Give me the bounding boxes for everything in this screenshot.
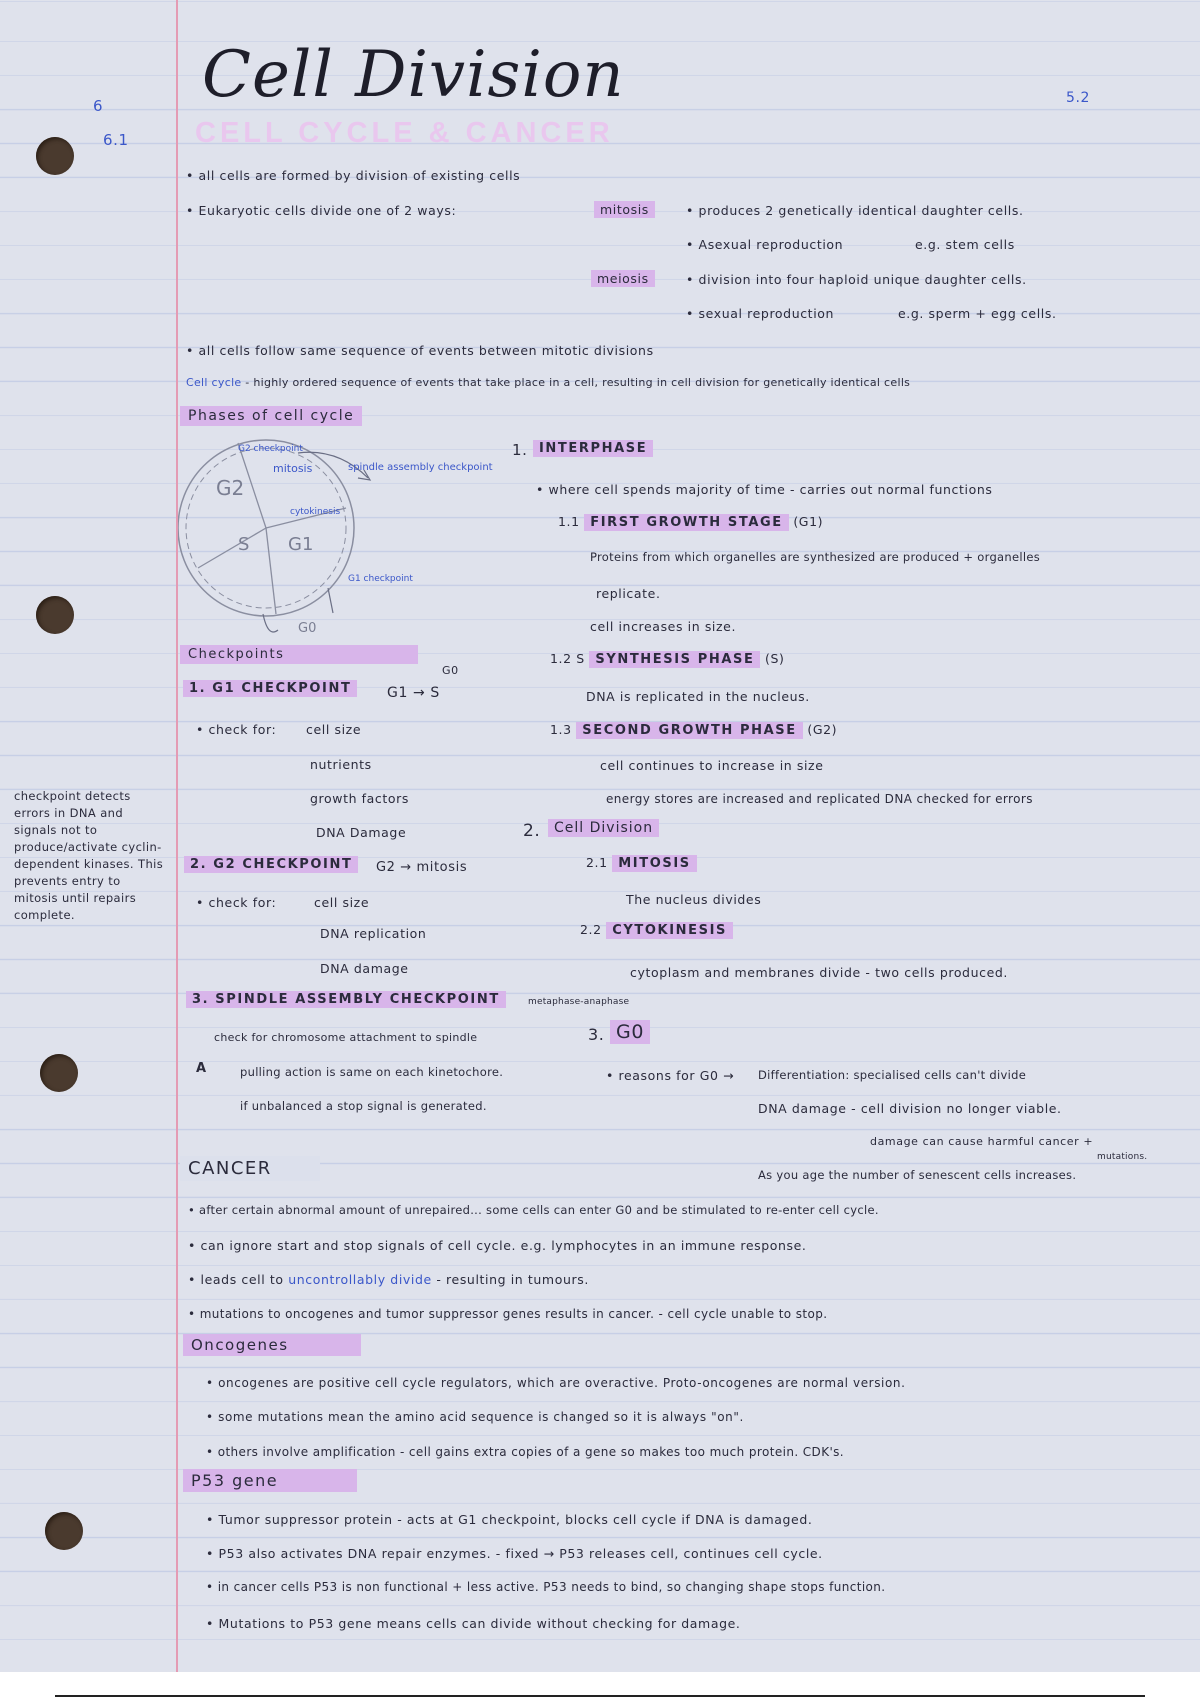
oncogenes-bullet: • others involve amplification - cell gains extra copies of a gene so makes too much protein. CDK's. xyxy=(206,1445,845,1459)
oncogenes-line-1: oncogenes are positive cell cycle regulators, which are overactive. Proto-oncogenes are normal version. xyxy=(218,1376,906,1390)
segment-line-g2-s xyxy=(198,528,266,568)
p53-line-1: Tumor suppressor protein - acts at G1 checkpoint, blocks cell cycle if DNA is damaged. xyxy=(218,1512,813,1527)
mitosis-point-a: The nucleus divides xyxy=(626,892,762,907)
p53-bullet: • Mutations to P53 gene means cells can divide without checking for damage. xyxy=(206,1616,741,1631)
cytokinesis-point-a: cytoplasm and membranes divide - two cells produced. xyxy=(630,965,1008,980)
g1-check-item: growth factors xyxy=(310,791,410,806)
g2-check-for: • check for: xyxy=(196,895,277,910)
cell-cycle-diagram xyxy=(178,418,498,648)
punch-hole xyxy=(40,1054,78,1092)
g0-label: G0 xyxy=(298,621,317,636)
cancer-line-3-end: - resulting in tumours. xyxy=(436,1272,589,1287)
interphase-heading: INTERPHASE xyxy=(533,440,653,457)
g1-checkpoint-arrow xyxy=(328,588,333,613)
g1-point-b: replicate. xyxy=(596,586,661,601)
page-reference: 5.2 xyxy=(1066,90,1091,106)
g0-reason-3a: damage can cause harmful cancer + xyxy=(870,1135,1094,1148)
g1-checkpoint-label: G1 checkpoint xyxy=(348,574,413,584)
spindle-checkpoint-label: spindle assembly checkpoint xyxy=(348,462,493,473)
g2-label: G2 xyxy=(216,476,245,500)
phases-heading: Phases of cell cycle xyxy=(180,406,362,426)
mitosis-heading: MITOSIS xyxy=(612,855,696,872)
margin-line xyxy=(176,0,178,1672)
cytokinesis-heading: CYTOKINESIS xyxy=(606,922,733,939)
meiosis-label: meiosis xyxy=(591,270,655,287)
interphase-description: • where cell spends majority of time - carries out normal functions xyxy=(536,482,993,497)
checkpoint-margin-note: checkpoint detects errors in DNA and signals not to produce/activate cyclin-dependent kinases. This prevents entry to mitosis until repairs complete. xyxy=(14,789,164,922)
stage-1-3-number: 1.3 xyxy=(550,722,572,737)
g2-check-item: DNA damage xyxy=(320,961,409,976)
checkpoints-heading: Checkpoints xyxy=(180,645,418,664)
page-title: Cell Division xyxy=(202,38,625,112)
interphase-number: 1. xyxy=(512,441,528,459)
p53-heading: P53 gene xyxy=(183,1469,357,1492)
cell-division-heading: Cell Division xyxy=(548,819,659,837)
p53-bullet: • in cancer cells P53 is non functional + less active. P53 needs to bind, so changing shape stops function. xyxy=(206,1580,886,1594)
g1-label: G1 xyxy=(288,534,314,555)
g0-reason-3b: mutations. xyxy=(1097,1152,1148,1162)
g1-check-item: cell size xyxy=(306,722,362,737)
oncogenes-bullet: • oncogenes are positive cell cycle regulators, which are overactive. Proto-oncogenes are normal version. xyxy=(206,1376,906,1390)
intro-line-1: • all cells are formed by division of existing cells xyxy=(186,168,521,183)
s-label: S xyxy=(238,534,250,555)
stage-2-1-number: 2.1 xyxy=(586,855,608,870)
second-growth-phase-heading: SECOND GROWTH PHASE xyxy=(576,722,803,739)
p53-line-4: Mutations to P53 gene means cells can divide without checking for damage. xyxy=(218,1616,741,1631)
punch-hole xyxy=(45,1512,83,1550)
cytokinesis-segment-label: cytokinesis xyxy=(290,507,341,517)
punch-hole xyxy=(36,137,74,175)
g1-check-for: • check for: xyxy=(196,722,277,737)
cancer-line-2-example: e.g. lymphocytes in an immune response. xyxy=(520,1238,807,1253)
cancer-line-3-highlight: uncontrollably divide xyxy=(288,1272,432,1287)
meiosis-point-1: • division into four haploid unique daughter cells. xyxy=(686,272,1027,287)
synthesis-phase-tag: (S) xyxy=(765,651,785,666)
page-subtitle: CELL CYCLE & CANCER xyxy=(195,117,614,149)
oncogenes-heading: Oncogenes xyxy=(183,1334,361,1356)
cancer-line-3: • leads cell to xyxy=(188,1272,284,1287)
oncogenes-line-3: others involve amplification - cell gains extra copies of a gene so makes too much protein. CDK's. xyxy=(217,1445,845,1459)
g0-reason-1: Differentiation: specialised cells can't divide xyxy=(758,1068,1027,1082)
cell-division-number: 2. xyxy=(523,821,541,841)
g1-check-item: DNA Damage xyxy=(316,825,407,840)
g2-checkpoint-label: G2 checkpoint xyxy=(238,444,303,454)
punch-hole xyxy=(36,596,74,634)
meiosis-example: e.g. sperm + egg cells. xyxy=(898,306,1057,321)
cell-cycle-term: Cell cycle xyxy=(186,376,242,389)
bottom-rule xyxy=(55,1695,1145,1697)
first-growth-stage-heading: FIRST GROWTH STAGE xyxy=(584,514,788,531)
spindle-checkpoint-note: metaphase-anaphase xyxy=(528,997,630,1007)
g0-reasons-label: • reasons for G0 → xyxy=(606,1068,735,1083)
segment-line-s-g1 xyxy=(266,528,276,614)
cell-cycle-definition: - highly ordered sequence of events that take place in a cell, resulting in cell division for genetically identical cells xyxy=(245,376,911,389)
mitosis-label: mitosis xyxy=(594,201,655,218)
intro-line-2: • Eukaryotic cells divide one of 2 ways: xyxy=(186,203,457,218)
spindle-check-c: if unbalanced a stop signal is generated. xyxy=(240,1099,487,1113)
second-growth-phase-tag: (G2) xyxy=(807,722,838,737)
g1-point-a: Proteins from which organelles are synthesized are produced + organelles xyxy=(590,550,1041,564)
cancer-heading: CANCER xyxy=(180,1156,320,1181)
g0-reason-4: As you age the number of senescent cells increases. xyxy=(758,1168,1077,1182)
g0-heading: G0 xyxy=(610,1020,650,1044)
intro-line-3: • all cells follow same sequence of events between mitotic divisions xyxy=(186,343,654,358)
stage-1-1-number: 1.1 xyxy=(558,514,580,529)
g2-point-b: energy stores are increased and replicated DNA checked for errors xyxy=(606,792,1033,806)
mitosis-segment-label: mitosis xyxy=(273,462,313,475)
chapter-number: 6 xyxy=(93,97,104,115)
cancer-line-4: • mutations to oncogenes and tumor suppressor genes results in cancer. - cell cycle unable to stop. xyxy=(188,1307,828,1321)
g2-check-item: cell size xyxy=(314,895,370,910)
s-phase-point-a: DNA is replicated in the nucleus. xyxy=(586,689,810,704)
spindle-check-mark: A xyxy=(196,1061,207,1076)
g1-checkpoint-heading: 1. G1 CHECKPOINT xyxy=(183,680,357,697)
g1-check-item: nutrients xyxy=(310,757,372,772)
p53-bullet: • P53 also activates DNA repair enzymes. - fixed → P53 releases cell, continues cell cycle. xyxy=(206,1546,823,1561)
g0-reason-2: DNA damage - cell division no longer viable. xyxy=(758,1101,1062,1116)
spindle-check-b: pulling action is same on each kinetochore. xyxy=(240,1065,504,1079)
oncogenes-bullet: • some mutations mean the amino acid sequence is changed so it is always "on". xyxy=(206,1410,744,1424)
cancer-line-2: • can ignore start and stop signals of cell cycle. xyxy=(188,1238,517,1253)
g2-checkpoint-flow: G2 → mitosis xyxy=(376,860,468,875)
synthesis-phase-heading: SYNTHESIS PHASE xyxy=(589,651,760,668)
g2-check-item: DNA replication xyxy=(320,926,427,941)
stage-1-2-number: 1.2 S xyxy=(550,651,585,666)
mitosis-example: e.g. stem cells xyxy=(915,237,1015,252)
g1-checkpoint-flow-g0: G0 xyxy=(442,664,459,677)
g1-checkpoint-flow: G1 → S xyxy=(387,685,440,701)
section-number: 6.1 xyxy=(103,131,129,149)
g2-checkpoint-heading: 2. G2 CHECKPOINT xyxy=(184,856,358,873)
spindle-checkpoint-heading: 3. SPINDLE ASSEMBLY CHECKPOINT xyxy=(186,991,506,1008)
meiosis-point-2: • sexual reproduction xyxy=(686,306,835,321)
stage-2-2-number: 2.2 xyxy=(580,922,602,937)
mitosis-point-2: • Asexual reproduction xyxy=(686,237,844,252)
p53-bullet: • Tumor suppressor protein - acts at G1 checkpoint, blocks cell cycle if DNA is damaged. xyxy=(206,1512,813,1527)
oncogenes-line-2: some mutations mean the amino acid sequence is changed so it is always "on". xyxy=(218,1410,744,1424)
first-growth-stage-tag: (G1) xyxy=(793,514,824,529)
spindle-check-a: check for chromosome attachment to spindle xyxy=(214,1031,478,1044)
p53-line-3: in cancer cells P53 is non functional + less active. P53 needs to bind, so changing shape stops function. xyxy=(217,1580,886,1594)
g2-point-a: cell continues to increase in size xyxy=(600,758,824,773)
mitosis-point-1: • produces 2 genetically identical daughter cells. xyxy=(686,203,1024,218)
p53-line-2: P53 also activates DNA repair enzymes. - fixed → P53 releases cell, continues cell cycle. xyxy=(218,1546,823,1561)
g1-point-c: cell increases in size. xyxy=(590,619,737,634)
cancer-line-1: • after certain abnormal amount of unrepaired... some cells can enter G0 and be stimulated to re-enter cell cycle. xyxy=(188,1203,879,1217)
g0-number: 3. xyxy=(588,1025,605,1044)
